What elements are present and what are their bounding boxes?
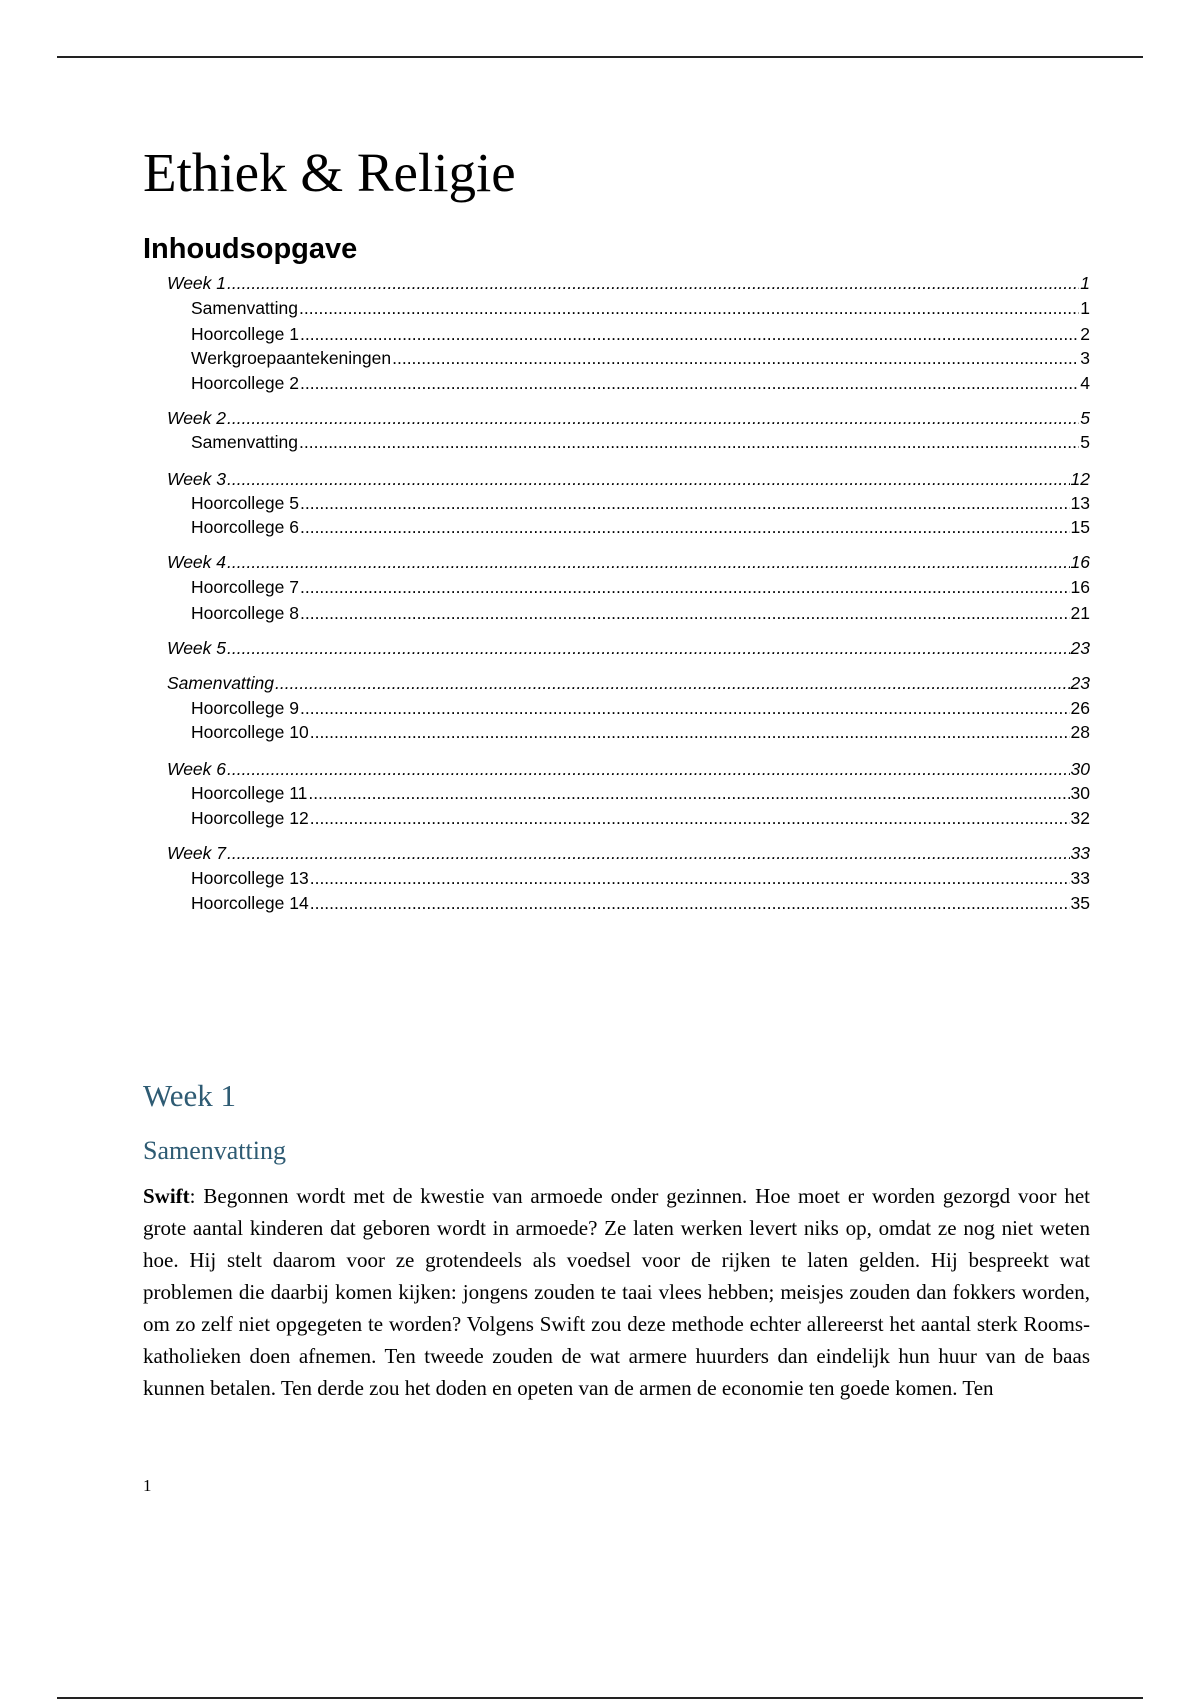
toc-heading: Inhoudsopgave xyxy=(143,233,358,265)
toc-entry-label: Hoorcollege 8 xyxy=(191,603,299,623)
toc-entry[interactable] xyxy=(167,673,1090,693)
toc-entry-label: Samenvatting xyxy=(191,298,299,318)
paragraph-bold-lead: Swift xyxy=(143,1184,190,1208)
toc-leader-dots xyxy=(227,469,1070,489)
toc-entry[interactable] xyxy=(191,493,1090,513)
paragraph-text: : Begonnen wordt met de kwestie van armoede onder gezinnen. Hoe moet er worden gezorgd voor het grote aantal kinderen dat geboren wordt in armoede? Ze laten werken levert niks op, omdat ze nog niet weten hoe. Hij stelt daarom voor ze grotendeels als voedsel voor de rijken te laten gelden. Hij bespreekt wat problemen die daarbij komen kijken: jongens zouden te taai vlees hebben; meisjes zouden dan fokkers worden, om zo zelf niet opgegeten te worden? Volgens Swift zou deze methode echter allereerst het aantal sterk Rooms-katholieken doen afnemen. Ten tweede zouden de wat armere huurders dan eindelijk hun huur van de baas kunnen betalen. Ten derde zou het doden en opeten van de armen de economie ten goede komen. Ten xyxy=(143,1184,1090,1400)
toc-entry[interactable] xyxy=(191,348,1090,368)
subsection-heading: Samenvatting xyxy=(143,1136,286,1165)
toc-leader-dots xyxy=(300,324,1079,344)
toc-entry-label: Samenvatting xyxy=(167,673,275,693)
toc-entry-label: Hoorcollege 13 xyxy=(191,868,309,888)
toc-leader-dots xyxy=(227,408,1079,428)
toc-entry[interactable] xyxy=(167,843,1090,863)
toc-leader-dots xyxy=(299,298,1079,318)
toc-entry-page: 12 xyxy=(1070,469,1090,489)
toc-entry-page: 5 xyxy=(1080,432,1090,452)
toc-entry-label: Week 3 xyxy=(167,469,227,489)
toc-entry-label: Hoorcollege 5 xyxy=(191,493,299,513)
toc-entry[interactable] xyxy=(191,298,1090,318)
toc-entry-label: Hoorcollege 6 xyxy=(191,517,299,537)
toc-entry-page: 13 xyxy=(1070,493,1090,513)
toc-entry[interactable] xyxy=(167,759,1090,779)
toc-entry-page: 16 xyxy=(1070,577,1090,597)
toc-entry[interactable] xyxy=(191,577,1090,597)
toc-entry[interactable] xyxy=(191,373,1090,393)
footer-rule xyxy=(57,1697,1143,1699)
toc-entry-label: Hoorcollege 2 xyxy=(191,373,299,393)
toc-entry-label: Hoorcollege 14 xyxy=(191,893,309,913)
toc-entry-page: 23 xyxy=(1070,673,1090,693)
toc-entry-label: Week 7 xyxy=(167,843,227,863)
toc-entry-page: 1 xyxy=(1080,298,1090,318)
toc-leader-dots xyxy=(300,698,1070,718)
toc-entry[interactable] xyxy=(191,432,1090,452)
toc-leader-dots xyxy=(275,673,1070,693)
toc-entry[interactable] xyxy=(167,469,1090,489)
toc-leader-dots xyxy=(227,843,1070,863)
toc-entry-page: 2 xyxy=(1080,324,1090,344)
toc-entry-page: 1 xyxy=(1080,273,1090,293)
toc-entry-page: 3 xyxy=(1080,348,1090,368)
toc-leader-dots xyxy=(227,759,1070,779)
toc-entry-label: Hoorcollege 9 xyxy=(191,698,299,718)
toc-entry[interactable] xyxy=(191,698,1090,718)
toc-entry[interactable] xyxy=(167,273,1090,293)
toc-entry[interactable] xyxy=(191,808,1090,828)
toc-leader-dots xyxy=(227,273,1079,293)
toc-leader-dots xyxy=(300,577,1070,597)
toc-entry-label: Week 2 xyxy=(167,408,227,428)
section-heading: Week 1 xyxy=(143,1078,237,1113)
toc-leader-dots xyxy=(308,783,1069,803)
toc-entry[interactable] xyxy=(191,603,1090,623)
toc-entry-page: 16 xyxy=(1070,552,1090,572)
toc-entry-label: Hoorcollege 1 xyxy=(191,324,299,344)
toc-entry-page: 35 xyxy=(1070,893,1090,913)
toc-entry[interactable] xyxy=(191,893,1090,913)
toc-entry-page: 15 xyxy=(1070,517,1090,537)
toc-entry-label: Week 4 xyxy=(167,552,227,572)
toc-entry-page: 33 xyxy=(1070,868,1090,888)
toc-leader-dots xyxy=(300,603,1070,623)
toc-entry-page: 21 xyxy=(1070,603,1090,623)
toc-entry[interactable] xyxy=(191,783,1090,803)
toc-entry[interactable] xyxy=(167,552,1090,572)
body-paragraph xyxy=(143,1180,1090,1404)
toc-leader-dots xyxy=(310,722,1070,742)
toc-entry[interactable] xyxy=(191,517,1090,537)
toc-entry-page: 4 xyxy=(1080,373,1090,393)
toc-entry-page: 30 xyxy=(1070,783,1090,803)
toc-entry-page: 28 xyxy=(1070,722,1090,742)
toc-entry-page: 32 xyxy=(1070,808,1090,828)
toc-entry-label: Week 6 xyxy=(167,759,227,779)
toc-leader-dots xyxy=(299,432,1079,452)
toc-entry-label: Week 1 xyxy=(167,273,227,293)
page-number: 1 xyxy=(143,1476,152,1495)
toc-leader-dots xyxy=(300,373,1079,393)
toc-leader-dots xyxy=(300,493,1070,513)
toc-entry-label: Hoorcollege 10 xyxy=(191,722,309,742)
toc-entry[interactable] xyxy=(191,324,1090,344)
toc-leader-dots xyxy=(300,517,1070,537)
toc-entry-page: 26 xyxy=(1070,698,1090,718)
document-title: Ethiek & Religie xyxy=(143,142,516,203)
toc-leader-dots xyxy=(227,638,1070,658)
toc-entry-page: 33 xyxy=(1070,843,1090,863)
toc-leader-dots xyxy=(392,348,1079,368)
toc-entry-page: 30 xyxy=(1070,759,1090,779)
toc-entry[interactable] xyxy=(167,638,1090,658)
toc-entry-label: Werkgroepaantekeningen xyxy=(191,348,392,368)
toc-leader-dots xyxy=(310,868,1070,888)
toc-entry[interactable] xyxy=(167,408,1090,428)
toc-entry-page: 23 xyxy=(1070,638,1090,658)
toc-entry-label: Hoorcollege 11 xyxy=(191,783,308,803)
header-rule xyxy=(57,56,1143,58)
toc-entry-label: Hoorcollege 7 xyxy=(191,577,299,597)
toc-entry[interactable] xyxy=(191,722,1090,742)
toc-entry-label: Week 5 xyxy=(167,638,227,658)
toc-entry-label: Samenvatting xyxy=(191,432,299,452)
toc-leader-dots xyxy=(310,893,1070,913)
toc-entry[interactable] xyxy=(191,868,1090,888)
toc-leader-dots xyxy=(310,808,1070,828)
toc-entry-label: Hoorcollege 12 xyxy=(191,808,309,828)
toc-entry-page: 5 xyxy=(1080,408,1090,428)
toc-leader-dots xyxy=(227,552,1070,572)
